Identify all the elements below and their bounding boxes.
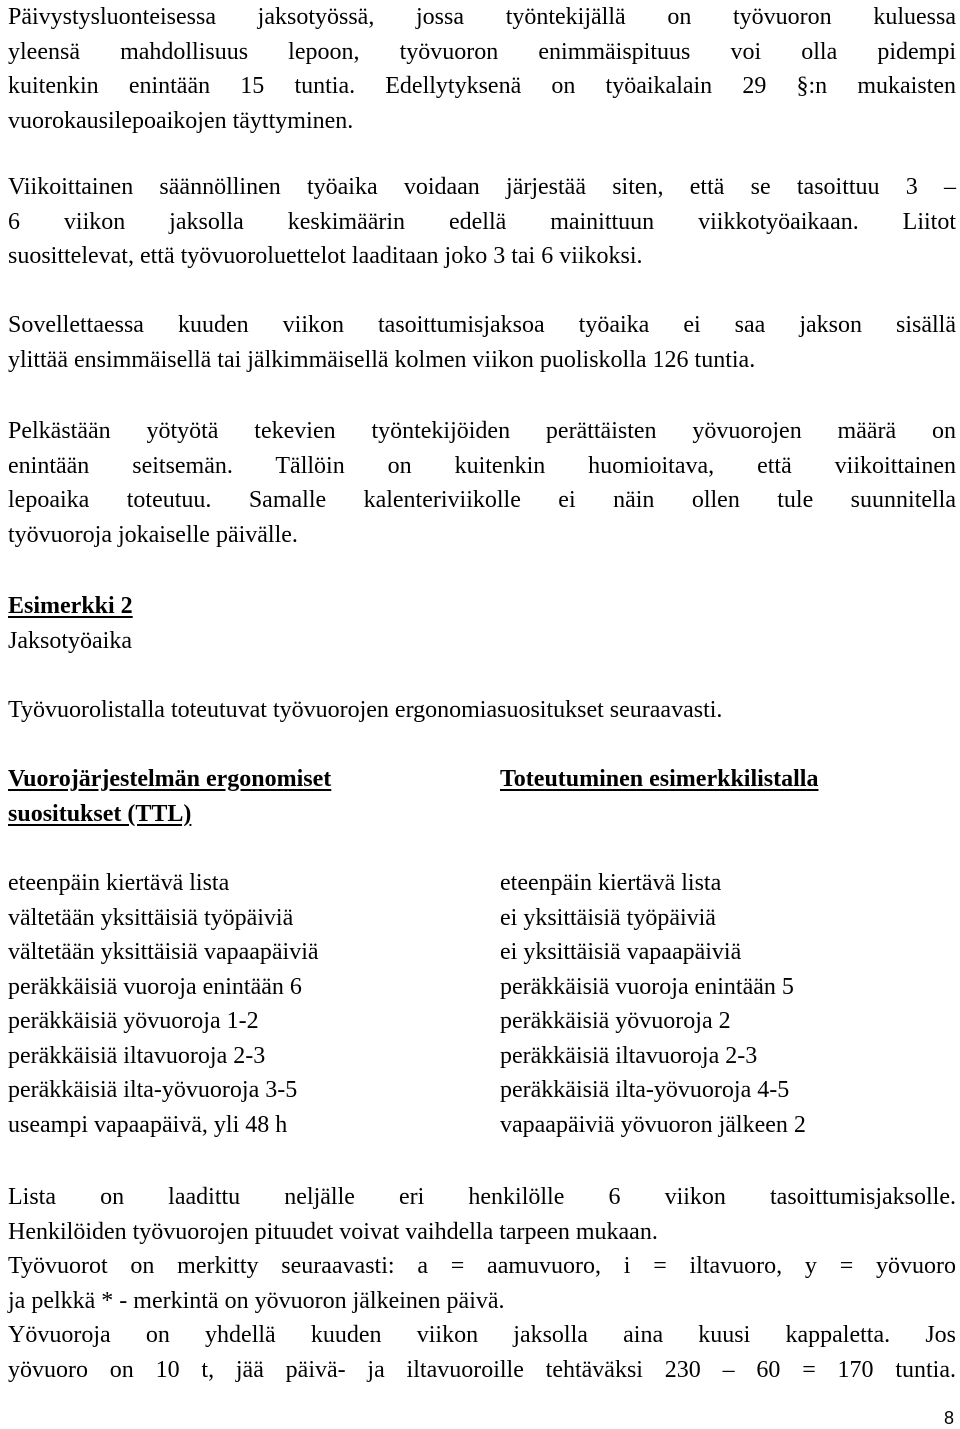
paragraph-line: Pelkästään yötyötä tekevien työntekijöiden perättäisten yövuorojen määrä on <box>8 418 956 444</box>
example-heading: Esimerkki 2 <box>8 593 133 619</box>
list-item: vapaapäiviä yövuoron jälkeen 2 <box>500 1111 806 1138</box>
example-subheading: Jaksotyöaika <box>8 627 132 654</box>
closing-line: yövuoro on 10 t, jää päivä- ja iltavuoroille tehtäväksi 230 – 60 = 170 tuntia. <box>8 1356 956 1383</box>
paragraph-line: vuorokausilepoaikojen täyttyminen. <box>8 107 354 134</box>
recommendations-heading-line: suositukset (TTL) <box>8 800 192 827</box>
list-item: useampi vapaapäivä, yli 48 h <box>8 1111 288 1138</box>
list-item: vältetään yksittäisiä vapaapäiviä <box>8 939 319 965</box>
list-item: eteenpäin kiertävä lista <box>8 870 230 896</box>
closing-line: Yövuoroja on yhdellä kuuden viikon jaksolla aina kuusi kappaletta. Jos <box>8 1322 956 1348</box>
list-item: ei yksittäisiä työpäiviä <box>500 904 716 931</box>
paragraph-line: työvuoroja jokaiselle päivälle. <box>8 521 298 548</box>
realization-heading <box>500 762 956 797</box>
paragraph-line: yleensä mahdollisuus lepoon, työvuoron enimmäispituus voi olla pidempi <box>8 38 956 65</box>
paragraph-line: lepoaika toteutuu. Samalle kalenteriviikolle ei näin ollen tule suunnitella <box>8 487 956 513</box>
realization-heading-line: Toteutuminen esimerkkilistalla <box>500 766 819 792</box>
recommendations-heading-line: Vuorojärjestelmän ergonomiset <box>8 766 332 792</box>
closing-line: ja pelkkä * - merkintä on yövuoron jälkeinen päivä. <box>8 1287 505 1314</box>
recommendations-heading <box>8 762 478 831</box>
paragraph-line: suosittelevat, että työvuoroluettelot laaditaan joko 3 tai 6 viikoksi. <box>8 243 643 269</box>
list-item: ei yksittäisiä vapaapäiviä <box>500 939 742 965</box>
paragraph-4 <box>8 414 956 552</box>
list-item: peräkkäisiä ilta-yövuoroja 3-5 <box>8 1077 298 1103</box>
intro-line: Työvuorolistalla toteutuvat työvuorojen ergonomiasuositukset seuraavasti. <box>8 697 723 723</box>
example-intro <box>8 693 956 728</box>
paragraph-line: Päivystysluonteisessa jaksotyössä, jossa työntekijällä on työvuoron kuluessa <box>8 4 956 30</box>
paragraph-line: Viikoittainen säännöllinen työaika voidaan järjestää siten, että se tasoittuu 3 – <box>8 174 956 200</box>
realization-list <box>500 866 956 1142</box>
list-item: peräkkäisiä iltavuoroja 2-3 <box>8 1042 266 1069</box>
list-item: peräkkäisiä yövuoroja 2 <box>500 1008 731 1034</box>
paragraph-line: enintään seitsemän. Tällöin on kuitenkin huomioitava, että viikoittainen <box>8 452 956 479</box>
example-title-block <box>8 589 956 658</box>
recommendations-list <box>8 866 478 1142</box>
paragraph-3 <box>8 308 956 377</box>
list-item: eteenpäin kiertävä lista <box>500 870 722 896</box>
closing-paragraph <box>8 1180 956 1387</box>
closing-line: Työvuorot on merkitty seuraavasti: a = aamuvuoro, i = iltavuoro, y = yövuoro <box>8 1253 956 1279</box>
list-item: peräkkäisiä yövuoroja 1-2 <box>8 1008 259 1034</box>
paragraph-2 <box>8 170 956 274</box>
closing-line: Henkilöiden työvuorojen pituudet voivat vaihdella tarpeen mukaan. <box>8 1218 658 1245</box>
list-item: vältetään yksittäisiä työpäiviä <box>8 904 294 931</box>
closing-line: Lista on laadittu neljälle eri henkilölle 6 viikon tasoittumisjaksolle. <box>8 1184 956 1210</box>
list-item: peräkkäisiä iltavuoroja 2-3 <box>500 1042 758 1069</box>
paragraph-line: ylittää ensimmäisellä tai jälkimmäisellä kolmen viikon puoliskolla 126 tuntia. <box>8 346 756 373</box>
list-item: peräkkäisiä vuoroja enintään 6 <box>8 973 302 1000</box>
list-item: peräkkäisiä ilta-yövuoroja 4-5 <box>500 1077 790 1103</box>
list-item: peräkkäisiä vuoroja enintään 5 <box>500 973 794 1000</box>
paragraph-line: 6 viikon jaksolla keskimäärin edellä mainittuun viikkotyöaikaan. Liitot <box>8 208 956 235</box>
paragraph-line: Sovellettaessa kuuden viikon tasoittumisjaksoa työaika ei saa jakson sisällä <box>8 312 956 338</box>
paragraph-1 <box>8 0 956 138</box>
paragraph-line: kuitenkin enintään 15 tuntia. Edellytyksenä on työaikalain 29 §:n mukaisten <box>8 73 956 99</box>
page-number: 8 <box>943 1408 954 1428</box>
